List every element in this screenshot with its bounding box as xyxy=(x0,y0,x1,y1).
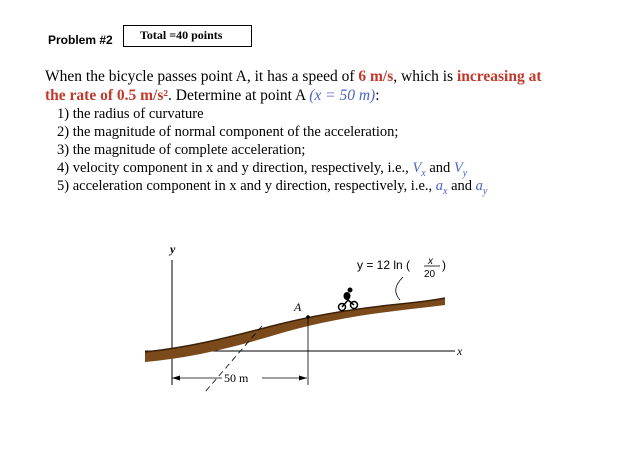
equation-denominator: 20 xyxy=(424,269,436,280)
ax-symbol: $a_x$ xyxy=(435,178,448,197)
statement-text: : xyxy=(375,87,380,104)
increasing-text: increasing at xyxy=(456,68,542,85)
problem-label: Problem #2 xyxy=(48,33,113,47)
question-text: the magnitude of complete acceleration; xyxy=(72,142,306,158)
x-axis-label: x xyxy=(457,344,463,358)
question-text: the radius of curvature xyxy=(72,106,204,122)
y-axis-label: y xyxy=(170,242,176,256)
vx-symbol: $V_x$ xyxy=(412,160,426,179)
ay-symbol: $a_y$ xyxy=(475,178,488,197)
rate-value: the rate of 0.5 m/s² xyxy=(45,87,169,104)
question-number: 2) xyxy=(57,124,70,140)
statement-text: When the bicycle passes point A, it has a speed of xyxy=(45,68,359,85)
question-number: 4) xyxy=(57,160,70,176)
equation-pointer-line xyxy=(396,277,403,300)
vy-symbol: $V_y$ xyxy=(453,160,468,179)
dimension-label: 50 m xyxy=(224,371,249,385)
question-number: 1) xyxy=(57,106,70,122)
point-a-dot xyxy=(306,315,310,319)
curve-equation xyxy=(357,256,446,280)
equation-left: y = 12 ln ( xyxy=(357,258,411,272)
question-text: the magnitude of normal component of the acceleration; xyxy=(72,124,399,140)
question-text: and xyxy=(425,160,454,176)
question-text: and xyxy=(447,178,476,194)
statement-text: . Determine at point A xyxy=(168,87,310,104)
dimension-arrow-right xyxy=(299,376,307,381)
question-number: 5) xyxy=(57,178,70,194)
question-text: acceleration component in x and y direction, respectively, i.e., xyxy=(72,178,436,194)
equation-numerator: x xyxy=(428,256,433,267)
statement-text: , which is xyxy=(393,68,457,85)
dimension-arrow-left xyxy=(172,376,180,381)
speed-value: 6 m/s xyxy=(358,68,394,85)
equation-right: ) xyxy=(442,258,446,272)
point-a-label: A xyxy=(294,300,302,314)
total-points-text: Total =40 points xyxy=(140,28,223,42)
question-number: 3) xyxy=(57,142,70,158)
condition-text: (x = 50 m) xyxy=(309,87,376,104)
bicycle-rider-icon xyxy=(339,288,358,311)
question-text: velocity component in x and y direction, respectively, i.e., xyxy=(72,160,413,176)
